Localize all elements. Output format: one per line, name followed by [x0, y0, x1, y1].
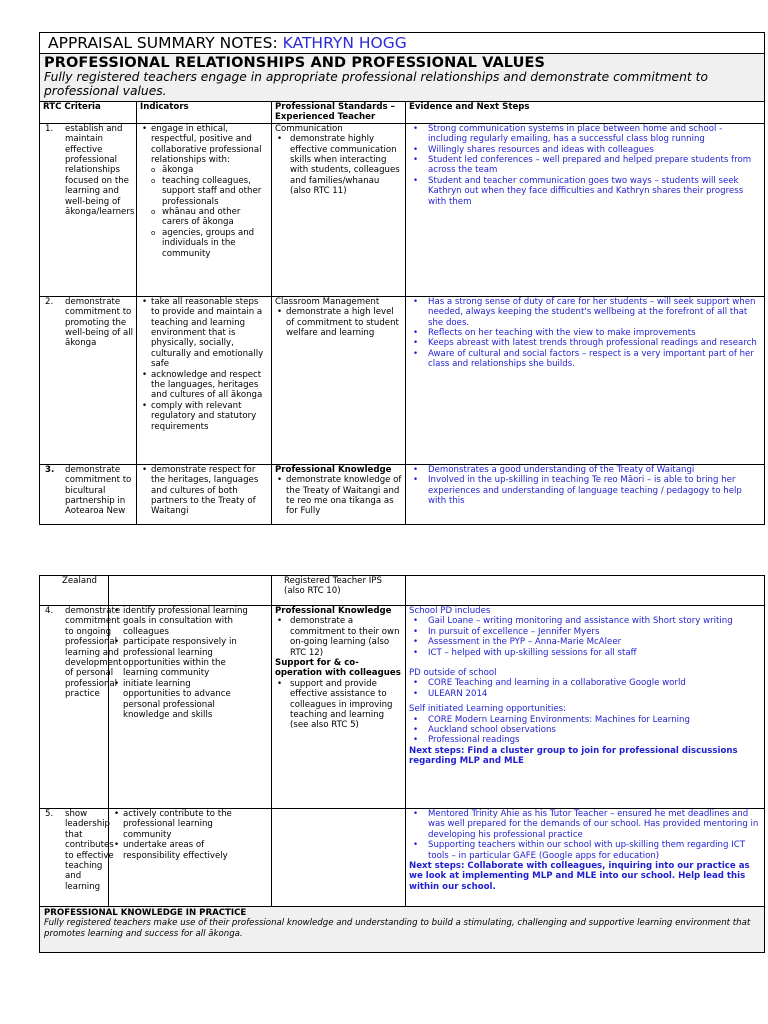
criteria-text: demonstrate commitment to promoting the well-being of all ākonga	[65, 296, 134, 349]
criteria-number: 4.	[45, 606, 54, 616]
indicator-item: • actively contribute to the professional learning community	[112, 809, 248, 840]
evidence-item: • Keeps abreast with latest trends through professional readings and research	[409, 338, 761, 348]
criteria-text: establish and maintain effective professional relationships focused on the learning and well-being of ākonga/learners	[65, 123, 135, 218]
teacher-name: KATHRYN HOGG	[282, 34, 407, 52]
appraisal-page-top	[39, 32, 764, 525]
criteria-text: show leadership that contributes to effective teaching and learning	[65, 809, 114, 892]
indicator-subitem: o ākonga	[149, 165, 268, 175]
evidence-heading: Self initiated Learning opportunities:	[409, 704, 567, 715]
indicator-item: • participate responsively in professional learning opportunities within the learning community	[112, 637, 248, 679]
evidence-item: • Strong communication systems in place between home and school - including regularly emailing, has a successful class blog running	[409, 124, 761, 145]
evidence-item: • Student led conferences – well prepared and helped prepare students from across the team	[409, 155, 761, 176]
evidence-item: • Student and teacher communication goes two ways – students will seek Kathryn out when they face difficulties and Kathryn shares their progress with them	[409, 176, 761, 207]
evidence-cell	[406, 606, 765, 809]
evidence-cell	[406, 576, 765, 606]
col-header-criteria: RTC Criteria	[40, 102, 137, 124]
indicator-item: • demonstrate respect for the heritages, languages and cultures of both partners to the Treaty of Waitangi	[140, 465, 268, 517]
appraisal-title	[40, 33, 765, 54]
next-steps: Next steps: Find a cluster group to join for professional discussions regarding MLP and MLE	[409, 745, 738, 767]
criteria-number: 2.	[45, 296, 54, 307]
section-title: PROFESSIONAL RELATIONSHIPS AND PROFESSIONAL VALUES	[44, 55, 546, 71]
evidence-item: • Supporting teachers within our school with up-skilling them regarding ICT tools – in particular GAFE (Google apps for education)	[409, 840, 761, 861]
indicator-item: • comply with relevant regulatory and statutory requirements	[140, 401, 268, 432]
standard-item: • demonstrate a commitment to their own on-going learning (also RTC 12)	[275, 616, 402, 658]
evidence-item: • ICT – helped with up-skilling sessions for all staff	[409, 648, 761, 658]
table-row	[40, 606, 765, 809]
indicator-subitem: o whānau and other carers of ākonga	[149, 207, 268, 228]
evidence-item: • Auckland school observations	[409, 725, 761, 735]
evidence-item: • Reflects on her teaching with the view to make improvements	[409, 328, 761, 338]
evidence-cell	[406, 123, 765, 296]
appraisal-table-bottom	[39, 575, 765, 953]
standards-cell	[272, 464, 406, 524]
standard-title: Classroom Management	[275, 296, 380, 307]
table-row	[40, 296, 765, 464]
evidence-heading: PD outside of school	[409, 668, 497, 679]
standard-item: • demonstrate highly effective communication skills when interacting with students, colleagues and families/whanau (also RTC 11)	[275, 134, 402, 196]
criteria-cell	[40, 606, 122, 809]
col-header-evidence: Evidence and Next Steps	[406, 102, 765, 124]
standard-item: • support and provide effective assistance to colleagues in improving teaching and learning (see also RTC 5)	[275, 679, 402, 731]
indicator-item: • take all reasonable steps to provide and maintain a teaching and learning environment that is physically, socially, culturally and emotionally safe	[140, 297, 268, 370]
indicator-item: • identify professional learning goals in consultation with colleagues	[112, 606, 248, 637]
evidence-cell	[406, 809, 765, 907]
section-title: PROFESSIONAL KNOWLEDGE IN PRACTICE	[44, 908, 247, 918]
standards-cell	[272, 606, 406, 809]
table-row	[40, 576, 765, 606]
appraisal-table-top	[39, 32, 765, 525]
table-row	[40, 809, 765, 907]
evidence-cell	[406, 296, 765, 464]
standards-cell	[272, 809, 406, 907]
criteria-cell	[40, 123, 137, 296]
section-intro: Fully registered teachers engage in appropriate professional relationships and demonstrate commitment to professional values.	[44, 70, 708, 98]
evidence-cell	[406, 464, 765, 524]
indicator-subitem: o teaching colleagues, support staff and other professionals	[149, 176, 268, 207]
standard-title: Communication	[275, 123, 343, 134]
criteria-cell	[40, 296, 137, 464]
section-intro: Fully registered teachers make use of their professional knowledge and understanding to build a stimulating, challenging and supportive learning environment that promotes learning and success for all ākonga.	[44, 918, 751, 939]
indicators-cell	[109, 606, 272, 809]
standards-cell	[272, 123, 406, 296]
criteria-cell	[40, 464, 137, 524]
criteria-cell	[40, 809, 114, 907]
standard-item: • demonstrate a high level of commitment to student welfare and learning	[275, 307, 402, 338]
evidence-item: • Aware of cultural and social factors – respect is a very important part of her class and relationships she builds.	[409, 349, 761, 370]
evidence-item: • Assessment in the PYP – Anna-Marie McAleer	[409, 637, 761, 647]
indicators-cell	[137, 464, 272, 524]
evidence-item: • Has a strong sense of duty of care for her students – will seek support when needed, always keeping the student's wellbeing at the forefront of all that she does.	[409, 297, 761, 328]
appraisal-page-bottom	[39, 575, 764, 953]
evidence-item: • Gail Loane – writing monitoring and assistance with Short story writing	[409, 616, 761, 626]
indicators-cell	[137, 296, 272, 464]
standard-title: Support for & co-operation with colleagues	[275, 658, 401, 679]
criteria-number: 3.	[45, 464, 55, 475]
indicators-cell	[109, 809, 272, 907]
indicators-cell	[109, 576, 272, 606]
criteria-text: demonstrate commitment to bicultural partnership in Aotearoa New	[65, 464, 132, 517]
table-row	[40, 464, 765, 524]
knowledge-practice-section	[40, 907, 765, 953]
criteria-cell: Zealand	[40, 576, 109, 606]
evidence-item: • CORE Teaching and learning in a collaborative Google world	[409, 678, 761, 688]
evidence-item: • ULEARN 2014	[409, 689, 761, 699]
standard-item: • demonstrate knowledge of the Treaty of Waitangi and te reo me ona tikanga as for Fully	[275, 475, 402, 517]
evidence-item: • Mentored Trinity Ahie as his Tutor Teacher – ensured he met deadlines and was well prepared for the demands of our school. Has provided mentoring in developing his professional practice	[409, 809, 761, 840]
indicators-cell	[137, 123, 272, 296]
criteria-number: 5.	[45, 809, 54, 819]
col-header-indicators: Indicators	[137, 102, 272, 124]
next-steps: Next steps: Collaborate with colleagues, inquiring into our practice as we look at implementing MLP and MLE into our school. Help lead this within our school.	[409, 861, 750, 892]
evidence-item: • Willingly shares resources and ideas with colleagues	[409, 145, 761, 155]
evidence-item: • Demonstrates a good understanding of the Treaty of Waitangi	[409, 465, 761, 475]
standards-cell: Registered Teacher IPS (also RTC 10)	[272, 576, 406, 606]
indicator-item: • engage in ethical, respectful, positive and collaborative professional relationships with:	[140, 124, 268, 166]
indicator-item: • undertake areas of responsibility effectively	[112, 840, 248, 861]
evidence-item: • CORE Modern Learning Environments: Machines for Learning	[409, 715, 761, 725]
criteria-text: demonstrate commitment to ongoing professional learning and development of personal professional practice	[65, 606, 122, 700]
table-row	[40, 123, 765, 296]
standards-cell	[272, 296, 406, 464]
evidence-heading: School PD includes	[409, 606, 491, 616]
indicator-item: • acknowledge and respect the languages, heritages and cultures of all ākonga	[140, 370, 268, 401]
section-header	[40, 54, 765, 102]
evidence-item: • Involved in the up-skilling in teaching Te reo Māori – is able to bring her experiences and understanding of language teaching / pedagogy to help with this	[409, 475, 761, 506]
standard-title: Professional Knowledge	[275, 464, 392, 475]
standard-title: Professional Knowledge	[275, 606, 392, 616]
title-label: APPRAISAL SUMMARY NOTES:	[48, 34, 283, 52]
indicator-item: • initiate learning opportunities to advance personal professional knowledge and skills	[112, 679, 248, 721]
col-header-standards: Professional Standards – Experienced Teacher	[272, 102, 406, 124]
indicator-subitem: o agencies, groups and individuals in the community	[149, 228, 268, 259]
evidence-item: • In pursuit of excellence – Jennifer Myers	[409, 627, 761, 637]
criteria-number: 1.	[45, 123, 54, 134]
evidence-item: • Professional readings	[409, 735, 761, 745]
